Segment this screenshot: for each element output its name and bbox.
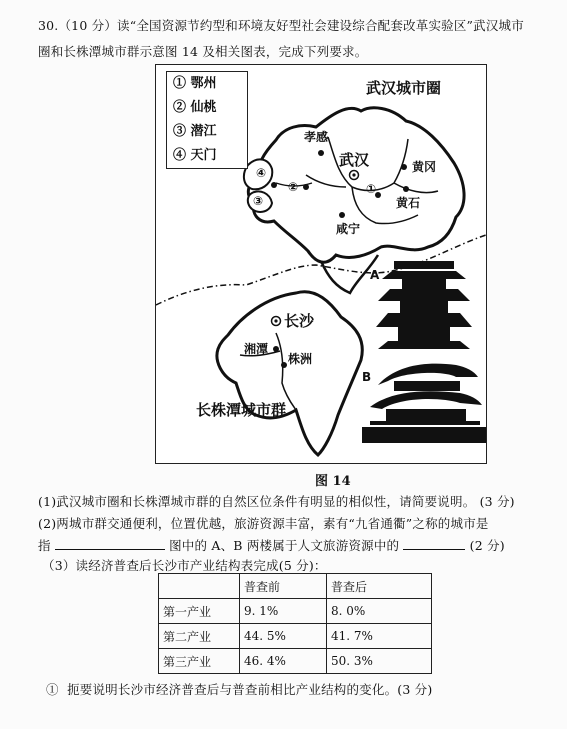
table-header-cell: 普查后 [327,574,432,599]
table-cell: 46. 4% [240,649,327,674]
zhuzhou-dot [281,362,287,368]
changsha-label: 长沙 [284,312,315,330]
table-cell: 第一产业 [159,599,240,624]
sub-question-1: (1)武汉城市圈和长株潭城市群的自然区位条件有明显的相似性，请简要说明。 (3 分) [38,494,515,509]
map-legend [166,71,248,169]
marker-3: ③ [253,194,264,208]
marker-2: ② [288,180,299,194]
xiangtan-dot [273,346,279,352]
table-cell: 50. 3% [327,649,432,674]
huangshi-label: 黄石 [396,196,421,210]
xianning-label: 咸宁 [336,222,361,236]
question-line-2: 圈和长株潭城市群示意图 14 及相关图表，完成下列要求。 [38,44,368,59]
answer-blank-city[interactable] [55,537,165,550]
sub-question-2a: (2)两城市群交通便利，位置优越，旅游资源丰富，素有“九省通衢”之称的城市是 [38,516,489,531]
table-row [159,649,432,674]
legend-item: ① 鄂州 [173,76,217,91]
table-header-cell: 普查前 [240,574,327,599]
tianmen-dot [271,182,277,188]
xiantao-dot [303,184,309,190]
label-b: B [362,370,372,384]
figure-caption: 图 14 [315,474,351,489]
table-cell: 9. 1% [240,599,327,624]
sub3-1-number: ① [46,682,59,697]
zhuzhou-label: 株洲 [288,352,313,366]
table-cell: 第二产业 [159,624,240,649]
wuhan-label: 武汉 [339,151,370,169]
huanggang-dot [401,164,407,170]
sub-question-2b [38,536,505,554]
sub2-middle: 图中的 A、B 两楼属于人文旅游资源中的 [169,538,400,553]
table-row [159,624,432,649]
cst-group-label: 长株潭城市群 [196,401,287,419]
xiaogan-label: 孝感 [304,130,329,144]
marker-1: ① [366,182,377,196]
marker-4: ④ [256,166,267,180]
legend-item: ③ 潜江 [173,124,217,139]
sub-question-3: （3）读经济普查后长沙市产业结构表完成(5 分)： [42,558,327,573]
table-cell: 8. 0% [327,599,432,624]
huanggang-label: 黄冈 [412,160,437,174]
figure-14-map [155,64,487,464]
wuhan-circle-region [248,108,464,262]
legend-item: ④ 天门 [173,148,217,163]
sub2-prefix: 指 [38,538,51,553]
label-a: A [370,268,380,282]
sub-question-3-1 [46,680,432,698]
answer-blank-resource[interactable] [403,537,465,550]
tower-a-image [376,261,472,349]
xianning-dot [339,212,345,218]
legend-item: ② 仙桃 [173,100,217,115]
xiaogan-dot [318,150,324,156]
table-row [159,599,432,624]
table-cell: 第三产业 [159,649,240,674]
question-line-1: 30.（10 分）读“全国资源节约型和环境友好型社会建设综合配套改革实验区”武汉城市 [38,18,524,33]
table-header-row [159,574,432,599]
industry-structure-table [158,573,432,674]
table-header-cell [159,574,240,599]
huangshi-dot [403,186,409,192]
sub2-score: (2 分) [469,538,505,553]
xiangtan-label: 湘潭 [244,342,269,356]
tower-b-image [362,364,486,443]
wuhan-circle-label: 武汉城市圈 [366,79,442,97]
table-cell: 44. 5% [240,624,327,649]
table-cell: 41. 7% [327,624,432,649]
sub3-1-text: 扼要说明长沙市经济普查后与普查前相比产业结构的变化。(3 分) [67,682,433,697]
